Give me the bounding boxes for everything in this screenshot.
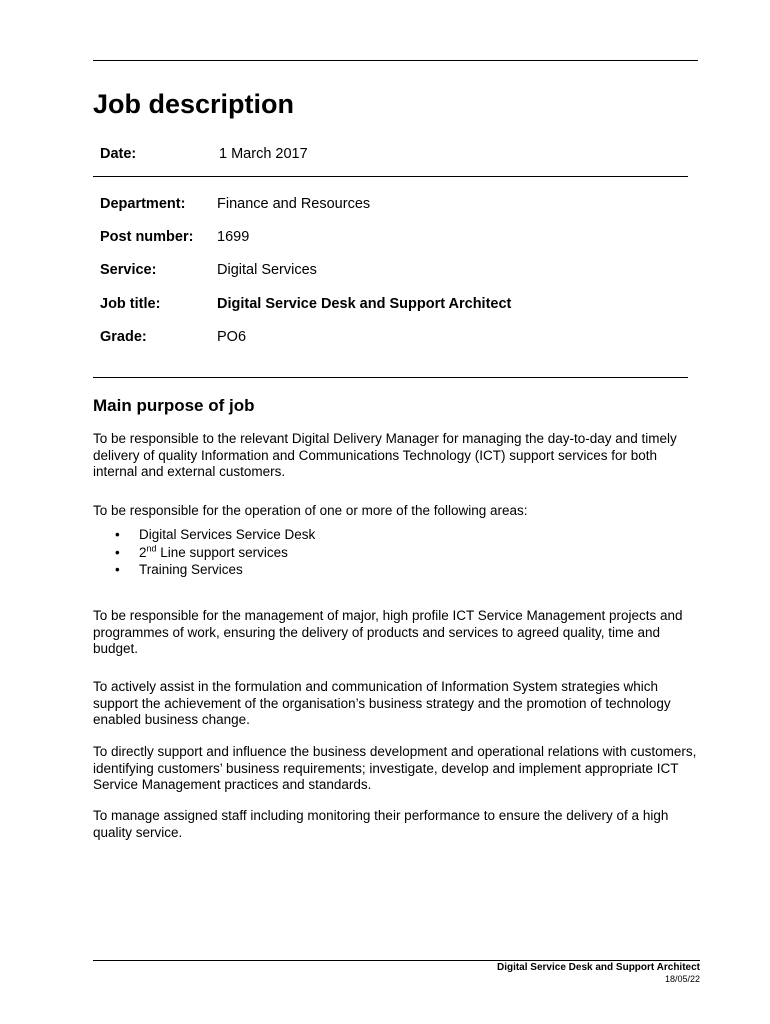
paragraph-strategy: To actively assist in the formulation and communication of Information System strategies which support the achievement of the organisation’s business strategy and the promotion of technology enabled business change. <box>93 679 671 727</box>
list-item-label: Digital Services Service Desk <box>139 527 316 542</box>
department-label: Department: <box>100 196 186 212</box>
paragraph-business-development: To directly support and influence the business development and operational relations with customers, identifying customers’ business requirements; investigate, develop and implement appropriate ICT Service Management practices and standards. <box>93 744 697 792</box>
top-rule <box>93 60 698 61</box>
bullet-icon: • <box>115 544 120 560</box>
post-number-label: Post number: <box>100 229 194 245</box>
date-value: 1 March 2017 <box>219 146 308 162</box>
paragraph-management: To be responsible for the management of major, high profile ICT Service Management projects and programmes of work, ensuring the delivery of products and services to agreed quality, time and budget. <box>93 608 683 656</box>
list-item <box>93 544 315 562</box>
footer-date: 18/05/22 <box>664 974 700 984</box>
footer-rule <box>93 960 700 961</box>
date-label: Date: <box>100 146 137 162</box>
grade-value: PO6 <box>217 329 247 345</box>
list-item-label: Training Services <box>139 562 243 577</box>
paragraph-areas-intro: To be responsible for the operation of one or more of the following areas: <box>93 503 528 518</box>
paragraph-staff: To manage assigned staff including monitoring their performance to ensure the delivery of a high quality service. <box>93 808 669 840</box>
list-item <box>93 526 315 544</box>
grade-label: Grade: <box>100 329 147 345</box>
list-item-label: Line support services <box>156 544 288 560</box>
list-item-ordinal: 2 <box>139 544 147 560</box>
service-value: Digital Services <box>217 262 317 278</box>
page-title: Job description <box>93 89 295 119</box>
date-divider <box>93 176 688 177</box>
service-label: Service: <box>100 262 157 278</box>
list-item <box>93 561 315 579</box>
post-number-value: 1699 <box>217 229 250 245</box>
job-title-value: Digital Service Desk and Support Architect <box>217 296 512 312</box>
department-value: Finance and Resources <box>217 196 371 212</box>
areas-list <box>93 526 315 579</box>
paragraph-purpose: To be responsible to the relevant Digital Delivery Manager for managing the day-to-day and timely delivery of quality Information and Communications Technology (ICT) support services for both internal and external customers. <box>93 431 677 479</box>
list-item-superscript: nd <box>146 543 157 553</box>
section-heading: Main purpose of job <box>93 396 255 415</box>
footer-title: Digital Service Desk and Support Architect <box>496 962 700 973</box>
bullet-icon: • <box>115 527 120 542</box>
job-title-label: Job title: <box>100 296 161 312</box>
fields-divider <box>93 377 688 378</box>
bullet-icon: • <box>115 562 120 577</box>
